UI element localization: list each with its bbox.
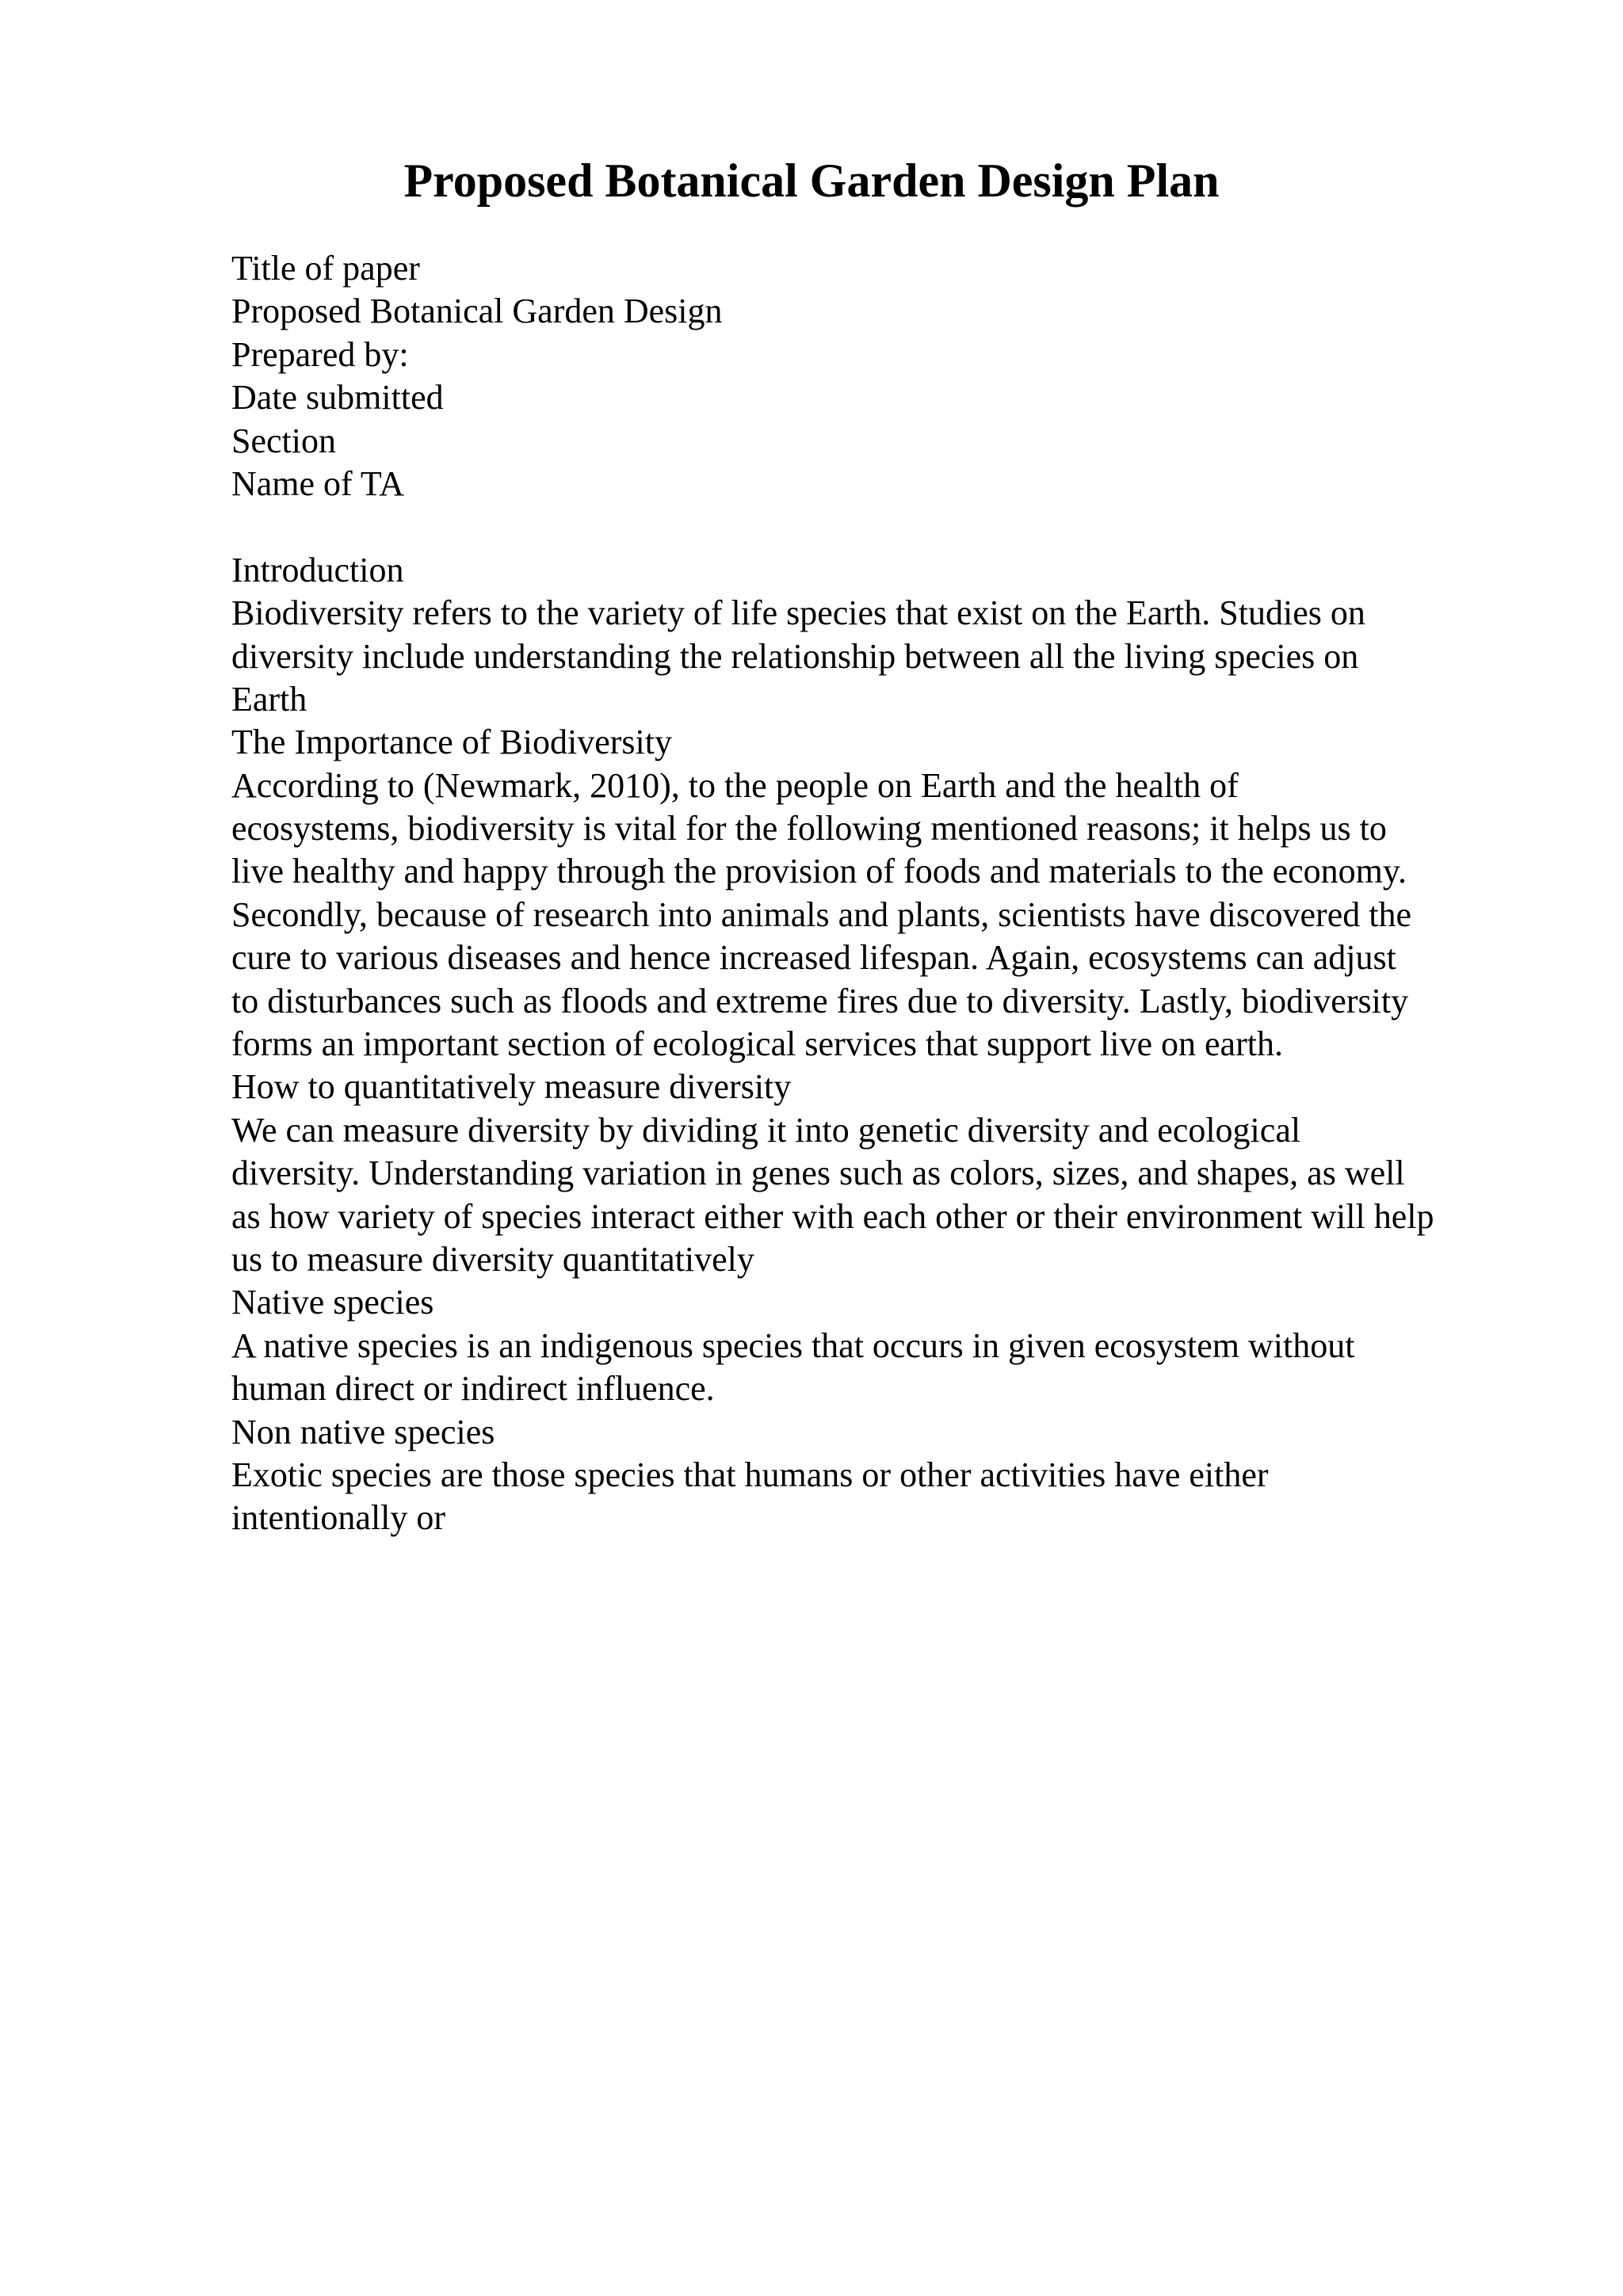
paragraph-line: A native species is an indigenous species that occurs in given ecosystem without [231, 1325, 1355, 1365]
cover-section: Section [231, 421, 336, 460]
section-importance [231, 721, 1515, 1066]
paragraph-line: Earth [231, 679, 307, 719]
section-heading: How to quantitatively measure diversity [231, 1067, 792, 1107]
document-body [231, 247, 1515, 1540]
section-introduction [231, 549, 1515, 722]
paragraph-line: Exotic species are those species that humans or other activities have either [231, 1455, 1269, 1494]
paragraph-line: as how variety of species interact either with each other or their environment will help [231, 1196, 1434, 1236]
section-native [231, 1281, 1515, 1410]
paragraph-line: human direct or indirect influence. [231, 1369, 715, 1409]
cover-prepared-by: Prepared by: [231, 334, 409, 374]
paragraph-line: Secondly, because of research into animals and plants, scientists have discovered the [231, 894, 1411, 934]
cover-block [231, 247, 1515, 505]
paragraph-line: diversity include understanding the relationship between all the living species on [231, 636, 1359, 676]
section-heading: Native species [231, 1283, 434, 1322]
section-measure [231, 1066, 1515, 1281]
paragraph-line: According to (Newmark, 2010), to the people on Earth and the health of [231, 765, 1239, 805]
paragraph-line: ecosystems, biodiversity is vital for the following mentioned reasons; it helps us to [231, 809, 1387, 849]
paragraph-line: forms an important section of ecological services that support live on earth. [231, 1024, 1283, 1064]
paragraph-line: diversity. Understanding variation in genes such as colors, sizes, and shapes, as well [231, 1154, 1405, 1193]
document-title: Proposed Botanical Garden Design Plan [403, 154, 1220, 207]
paragraph-line: us to measure diversity quantitatively [231, 1239, 754, 1279]
cover-paper-title: Proposed Botanical Garden Design [231, 292, 723, 331]
paragraph-line: live healthy and happy through the provision of foods and materials to the economy. [231, 852, 1407, 891]
cover-title-label: Title of paper [231, 249, 420, 288]
spacer [231, 505, 1515, 548]
paragraph-line: Biodiversity refers to the variety of life species that exist on the Earth. Studies on [231, 593, 1365, 633]
section-non-native [231, 1411, 1515, 1540]
section-heading: Introduction [231, 550, 404, 589]
cover-date-submitted: Date submitted [231, 378, 444, 418]
section-heading: The Importance of Biodiversity [231, 723, 672, 762]
paragraph-line: cure to various diseases and hence increased lifespan. Again, ecosystems can adjust [231, 938, 1396, 978]
paragraph-line: intentionally or [231, 1498, 446, 1538]
paragraph-line: to disturbances such as floods and extreme fires due to diversity. Lastly, biodiversity [231, 981, 1409, 1020]
cover-ta-name: Name of TA [231, 463, 405, 503]
paragraph-line: We can measure diversity by dividing it into genetic diversity and ecological [231, 1110, 1301, 1150]
section-heading: Non native species [231, 1412, 495, 1451]
